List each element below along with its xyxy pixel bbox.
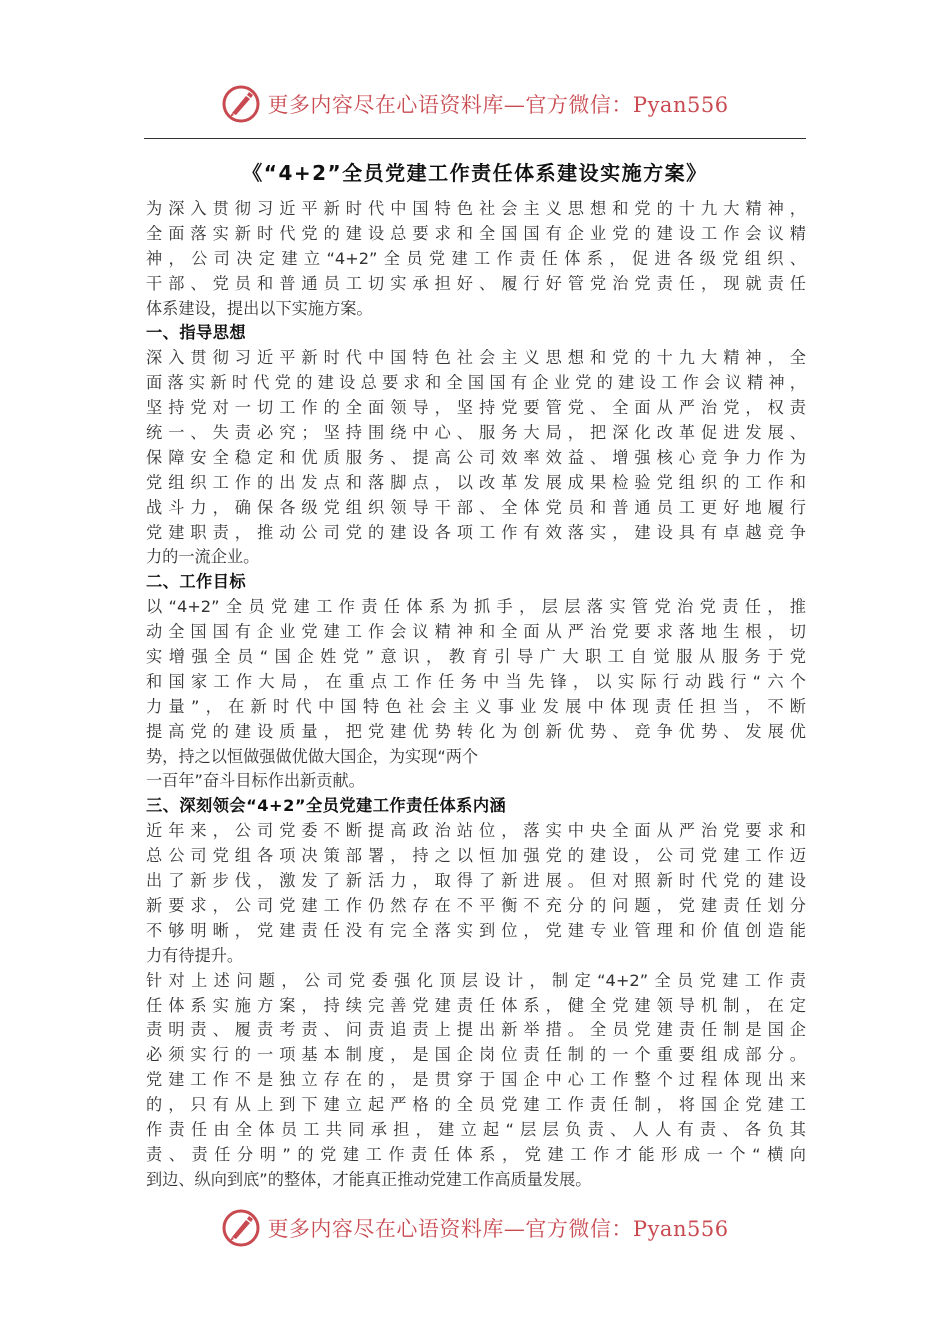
body-line: 党组织工作的出发点和落脚点，以改革发展成果检验党组织的工作和 xyxy=(146,472,806,492)
body-line: 和国家工作大局，在重点工作任务中当先锋，以实际行动践行“六个 xyxy=(146,671,806,691)
body-line: 提高党的建设质量，把党建优势转化为创新优势、竞争优势、发展优 xyxy=(146,721,806,741)
body-line: 体系建设，提出以下实施方案。 xyxy=(146,298,373,318)
body-line: 不够明晰，党建责任没有完全落实到位，党建专业管理和价值创造能 xyxy=(146,920,806,940)
body-line: 的，只有从上到下建立起严格的全员党建工作责任制，将国企党建工 xyxy=(146,1095,806,1115)
body-line: 到边、纵向到底”的整体，才能真正推动党建工作高质量发展。 xyxy=(146,1169,592,1189)
body-line: 新要求，公司党建工作仍然存在不平衡不充分的问题，党建责任划分 xyxy=(146,895,806,915)
body-line: 针对上述问题，公司党委强化顶层设计，制定“4+2”全员党建工作责 xyxy=(146,970,806,990)
body-line: 以“4+2”全员党建工作责任体系为抓手，层层落实管党治党责任，推 xyxy=(146,597,806,617)
section-heading: 二、工作目标 xyxy=(146,572,247,592)
document-title: 《“4+2”全员党建工作责任体系建设实施方案》 xyxy=(242,161,708,185)
body-line: 动全国国有企业党建工作会议精神和全面从严治党要求落地生根，切 xyxy=(146,622,806,642)
body-line: 近年来，公司党委不断提高政治站位，落实中央全面从严治党要求和 xyxy=(146,821,806,841)
header-banner-content xyxy=(221,84,728,124)
body-line: 责明责、履责考责、问责追责上提出新举措。全员党建责任制是国企 xyxy=(146,1020,806,1040)
header-divider xyxy=(144,138,806,139)
document-body xyxy=(146,197,806,1193)
header-banner-text: 更多内容尽在心语资料库—官方微信：Pyan556 xyxy=(267,93,729,117)
body-line: 责、责任分明”的党建工作责任体系，党建工作才能形成一个“横向 xyxy=(146,1144,806,1164)
body-line: 战斗力，确保各级党组织领导干部、全体党员和普通员工更好地履行 xyxy=(146,497,806,517)
footer-banner xyxy=(0,1206,950,1250)
body-line: 作责任由全体员工共同承担，建立起“层层负责、人人有责、各负其 xyxy=(146,1119,806,1139)
body-line: 统一、失责必究；坚持围绕中心、服务大局，把深化改革促进发展、 xyxy=(146,423,806,443)
body-line: 势，持之以恒做强做优做大国企，为实现“两个 xyxy=(146,746,479,766)
body-line: 深入贯彻习近平新时代中国特色社会主义思想和党的十九大精神，全 xyxy=(146,348,806,368)
body-line: 必须实行的一项基本制度，是国企岗位责任制的一个重要组成部分。 xyxy=(146,1045,806,1065)
body-line: 力的一流企业。 xyxy=(146,547,260,567)
body-line: 力量”，在新时代中国特色社会主义事业发展中体现责任担当，不断 xyxy=(146,696,806,716)
pen-circle-logo-icon xyxy=(221,84,261,124)
section-heading: 三、深刻领会“4+2”全员党建工作责任体系内涵 xyxy=(146,796,507,816)
header-banner xyxy=(0,82,950,126)
body-line: 全面落实新时代党的建设总要求和全国国有企业党的建设工作会议精 xyxy=(146,223,806,243)
pen-circle-logo-icon xyxy=(221,1208,261,1248)
section-heading: 一、指导思想 xyxy=(146,323,247,343)
body-line: 实增强全员“国企姓党”意识，教育引导广大职工自觉服从服务于党 xyxy=(146,647,806,667)
body-line: 出了新步伐，激发了新活力，取得了新进展。但对照新时代党的建设 xyxy=(146,871,806,891)
body-line: 为深入贯彻习近平新时代中国特色社会主义思想和党的十九大精神， xyxy=(146,199,806,218)
footer-banner-content xyxy=(221,1208,728,1248)
body-line: 干部、党员和普通员工切实承担好、履行好管党治党责任，现就责任 xyxy=(146,273,806,293)
body-line: 总公司党组各项决策部署，持之以恒加强党的建设，公司党建工作迈 xyxy=(146,846,806,866)
body-line: 保障安全稳定和优质服务、提高公司效率效益、增强核心竞争力作为 xyxy=(146,447,806,467)
body-line: 一百年”奋斗目标作出新贡献。 xyxy=(146,771,365,791)
body-line: 党建职责，推动公司党的建设各项工作有效落实，建设具有卓越竞争 xyxy=(146,522,806,542)
body-line: 坚持党对一切工作的全面领导，坚持党要管党、全面从严治党，权责 xyxy=(146,398,806,418)
body-line: 力有待提升。 xyxy=(146,945,244,965)
footer-banner-text: 更多内容尽在心语资料库—官方微信：Pyan556 xyxy=(267,1217,729,1241)
body-line: 神，公司决定建立“4+2”全员党建工作责任体系，促进各级党组织、 xyxy=(146,248,806,268)
body-line: 面落实新时代党的建设总要求和全国国有企业党的建设工作会议精神， xyxy=(146,373,806,393)
body-line: 党建工作不是独立存在的，是贯穿于国企中心工作整个过程体现出来 xyxy=(146,1070,806,1090)
body-line: 任体系实施方案，持续完善党建责任体系，健全党建领导机制，在定 xyxy=(146,995,806,1015)
